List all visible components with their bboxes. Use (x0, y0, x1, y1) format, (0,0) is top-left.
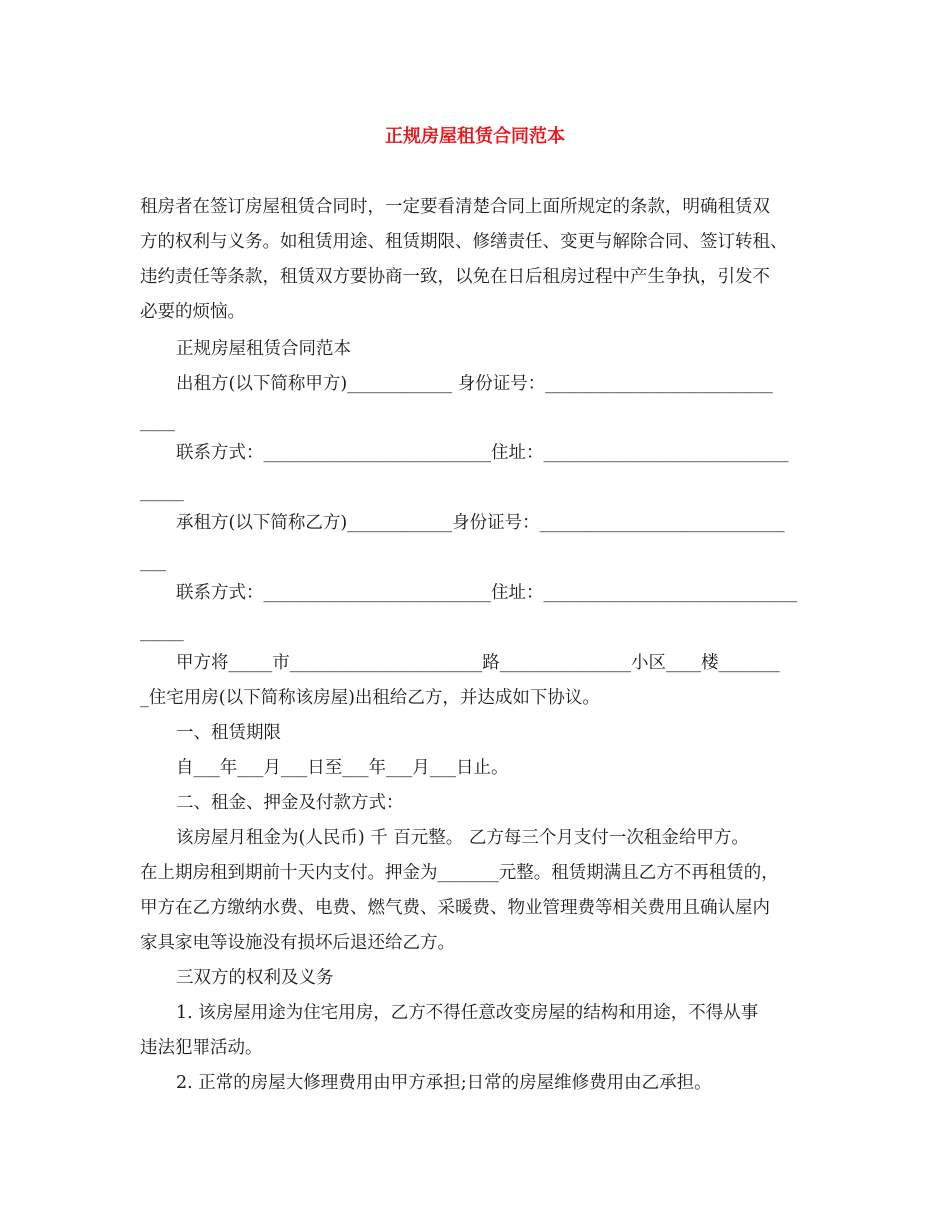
rent-line-4: 家具家电等设施没有损坏后退还给乙方。 (140, 933, 455, 953)
intro-line-3: 违约责任等条款，租赁双方要协商一致，以免在日后租房过程中产生争执，引发不 (140, 267, 770, 287)
subtitle: 正规房屋租赁合同范本 (176, 339, 351, 359)
lessor-line: 出租方(以下简称甲方)____________ 身份证号：__________________________ (176, 374, 773, 394)
lessee-line: 承租方(以下简称乙方)____________身份证号：____________________________ (176, 513, 785, 533)
rent-line-3: 甲方在乙方缴纳水费、电费、燃气费、采暖费、物业管理费等相关费用且确认屋内 (140, 898, 770, 918)
intro-line-1: 租房者在签订房屋租赁合同时，一定要看清楚合同上面所规定的条款，明确租赁双 (140, 197, 770, 217)
lessee-contact-line: 联系方式：__________________________住址：_____________________________ (176, 583, 798, 603)
clause-1-line-1: 1. 该房屋用途为住宅用房，乙方不得任意改变房屋的结构和用途，不得从事 (176, 1003, 759, 1023)
lessee-contact-cont: _____ (140, 622, 184, 642)
intro-line-2: 方的权利与义务。如租赁用途、租赁期限、修缮责任、变更与解除合同、签订转租、 (140, 232, 788, 252)
rent-line-2: 在上期房租到期前十天内支付。押金为_______元整。租赁期满且乙方不再租赁的， (140, 863, 779, 883)
clause-1-line-2: 违法犯罪活动。 (140, 1038, 263, 1058)
lessor-contact-cont: _____ (140, 482, 184, 502)
section-2-heading: 二、租金、押金及付款方式： (176, 793, 404, 813)
property-line: 甲方将_____市______________________路_______________小区____楼_______ (176, 653, 780, 673)
property-line-cont: _住宅用房(以下简称该房屋)出租给乙方，并达成如下协议。 (140, 688, 600, 708)
lessor-line-cont: ____ (140, 412, 175, 432)
lease-term-line: 自___年___月___日至___年___月___日止。 (176, 758, 509, 778)
section-1-heading: 一、租赁期限 (176, 723, 281, 743)
lessee-line-cont: ___ (140, 552, 167, 572)
document-title: 正规房屋租赁合同范本 (385, 126, 565, 147)
clause-2-line: 2. 正常的房屋大修理费用由甲方承担;日常的房屋维修费用由乙承担。 (176, 1073, 712, 1093)
rent-line-1: 该房屋月租金为(人民币) 千 百元整。 乙方每三个月支付一次租金给甲方。 (176, 828, 749, 848)
intro-line-4: 必要的烦恼。 (140, 302, 245, 322)
lessor-contact-line: 联系方式：__________________________住址：____________________________ (176, 443, 789, 463)
section-3-heading: 三双方的权利及义务 (176, 968, 334, 988)
